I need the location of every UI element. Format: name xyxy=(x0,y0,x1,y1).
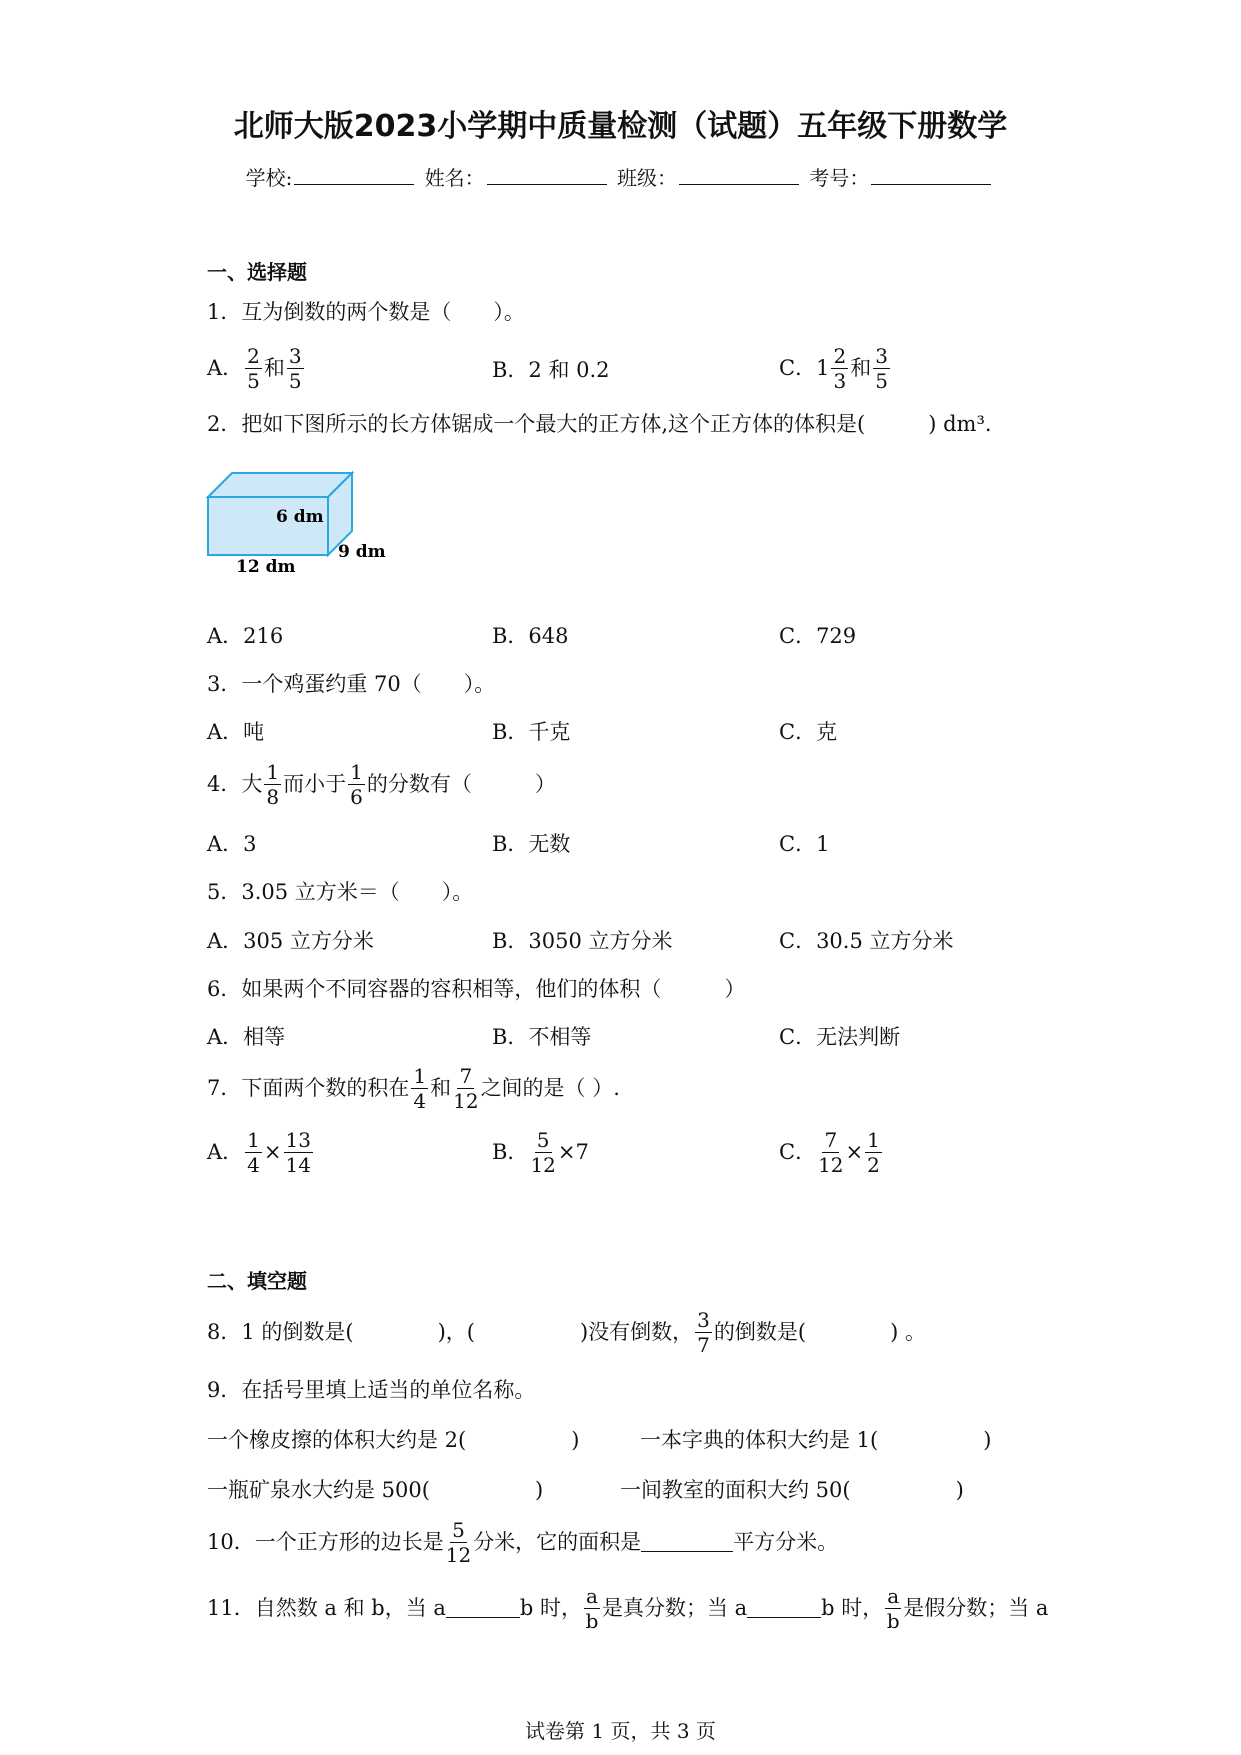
times-seven: ×7 xyxy=(557,1140,589,1164)
stem-text: b 时， xyxy=(519,1596,583,1620)
stem-text: 是假分数；当 a xyxy=(903,1596,1049,1620)
q9-item-dictionary[interactable]: 一本字典的体积大约是 1( ) xyxy=(640,1428,992,1452)
fraction: $\frac{3}{5}$ xyxy=(288,344,302,393)
option-label: C． xyxy=(779,356,817,380)
q9-item-water-bottle[interactable]: 一瓶矿泉水大约是 500( ) xyxy=(207,1478,544,1502)
fraction: $\frac{7}{12}$ xyxy=(453,1064,479,1113)
name-label: 姓名： xyxy=(424,166,485,190)
answer-blank[interactable] xyxy=(446,1599,520,1618)
fraction: $\frac{5}{12}$ xyxy=(530,1128,556,1177)
q2-option-c[interactable]: C．729 xyxy=(779,624,857,648)
stem-text: 的倒数是( ) 。 xyxy=(713,1320,926,1344)
q1-option-a[interactable] xyxy=(207,346,306,391)
fraction: $\frac{7}{12}$ xyxy=(818,1128,844,1177)
stem-text: 分米，它的面积是 xyxy=(473,1530,642,1554)
q5-option-b[interactable]: B．3050 立方分米 xyxy=(492,929,673,953)
class-label: 班级： xyxy=(617,166,678,190)
class-blank[interactable] xyxy=(679,166,799,185)
fraction: $\frac{1}{4}$ xyxy=(413,1064,427,1113)
q6-option-c[interactable]: C．无法判断 xyxy=(779,1025,901,1049)
q5-option-c[interactable]: C．30.5 立方分米 xyxy=(779,929,954,953)
fraction: $\frac{13}{14}$ xyxy=(285,1128,311,1177)
whole-number: 1 xyxy=(816,356,830,380)
q7-option-c[interactable] xyxy=(779,1130,884,1175)
question-9-stem: 9．在括号里填上适当的单位名称。 xyxy=(207,1378,536,1402)
q2-option-a[interactable]: A．216 xyxy=(207,624,284,648)
exam-no-blank[interactable] xyxy=(871,166,991,185)
student-info-line xyxy=(0,166,1241,188)
stem-text: 是真分数；当 a xyxy=(601,1596,748,1620)
question-3-stem: 3．一个鸡蛋约重 70（ ）。 xyxy=(207,672,496,696)
cuboid-figure xyxy=(200,455,400,580)
q3-option-b[interactable]: B．千克 xyxy=(492,720,571,744)
answer-blank[interactable] xyxy=(747,1599,821,1618)
stem-text: 10．一个正方形的边长是 xyxy=(207,1530,444,1554)
fraction: $\frac{1}{4}$ xyxy=(247,1128,260,1177)
question-1-stem: 1．互为倒数的两个数是（ ）。 xyxy=(207,300,525,324)
stem-text: b 时， xyxy=(821,1596,884,1620)
q1-option-b[interactable]: B．2 和 0.2 xyxy=(492,358,610,382)
stem-text: 4．大 xyxy=(207,772,263,796)
stem-text: 之间的是（ ）. xyxy=(480,1076,620,1100)
q4-option-b[interactable]: B．无数 xyxy=(492,832,571,856)
q9-item-classroom[interactable]: 一间教室的面积大约 50( ) xyxy=(620,1478,964,1502)
option-label: A． xyxy=(207,356,244,380)
q4-option-c[interactable]: C．1 xyxy=(779,832,830,856)
page-footer: 试卷第 1 页，共 3 页 xyxy=(525,1719,716,1743)
fraction: $\frac{2}{5}$ xyxy=(247,344,260,393)
width-label: 9 dm xyxy=(338,542,386,562)
times-sign: × xyxy=(845,1140,864,1164)
fraction: $\frac{2}{3}$ xyxy=(833,344,847,393)
exam-no-label: 考号： xyxy=(809,166,870,190)
fraction: $\frac{1}{2}$ xyxy=(867,1128,880,1177)
q6-option-a[interactable]: A．相等 xyxy=(207,1025,286,1049)
q3-option-a[interactable]: A．吨 xyxy=(207,720,265,744)
q7-option-a[interactable] xyxy=(207,1130,315,1175)
q6-option-b[interactable]: B．不相等 xyxy=(492,1025,592,1049)
stem-text: 平方分米。 xyxy=(733,1530,839,1554)
q2-option-b[interactable]: B．648 xyxy=(492,624,569,648)
question-10 xyxy=(207,1520,838,1565)
fraction: $\frac{1}{6}$ xyxy=(350,760,363,809)
question-2-stem: 2．把如下图所示的长方体锯成一个最大的正方体,这个正方体的体积是( ) dm³. xyxy=(207,412,992,436)
stem-text: 和 xyxy=(430,1076,452,1100)
fraction: $\frac{1}{8}$ xyxy=(266,760,280,809)
length-label: 12 dm xyxy=(236,557,296,577)
fraction: $\frac{a}{b}$ xyxy=(886,1584,900,1633)
fraction: $\frac{a}{b}$ xyxy=(585,1584,599,1633)
and-text: 和 xyxy=(263,356,285,380)
school-label: 学校: xyxy=(245,166,293,190)
name-blank[interactable] xyxy=(487,166,607,185)
option-label: B． xyxy=(492,1140,529,1164)
stem-text: 7．下面两个数的积在 xyxy=(207,1076,410,1100)
q9-item-eraser[interactable]: 一个橡皮擦的体积大约是 2( ) xyxy=(207,1428,580,1452)
stem-text: 的分数有（ ） xyxy=(366,772,556,796)
q3-option-c[interactable]: C．克 xyxy=(779,720,838,744)
q4-option-a[interactable]: A．3 xyxy=(207,832,257,856)
question-8 xyxy=(207,1310,926,1355)
question-4-stem xyxy=(207,762,556,807)
page-title: 北师大版2023小学期中质量检测（试题）五年级下册数学 xyxy=(233,109,1008,144)
option-label: C． xyxy=(779,1140,817,1164)
fraction: $\frac{5}{12}$ xyxy=(445,1518,472,1567)
school-blank[interactable] xyxy=(294,166,414,185)
answer-blank[interactable] xyxy=(641,1533,733,1552)
question-7-stem xyxy=(207,1066,620,1111)
fraction: $\frac{3}{7}$ xyxy=(697,1308,710,1357)
q1-option-c[interactable] xyxy=(779,346,892,391)
q7-option-b[interactable] xyxy=(492,1130,589,1175)
fraction: $\frac{3}{5}$ xyxy=(875,344,888,393)
height-label: 6 dm xyxy=(276,507,324,527)
option-label: A． xyxy=(207,1140,244,1164)
section-title-fill: 二、填空题 xyxy=(207,1269,307,1293)
and-text: 和 xyxy=(850,356,872,380)
section-title-choice: 一、选择题 xyxy=(207,260,307,284)
question-6-stem: 6．如果两个不同容器的容积相等，他们的体积（ ） xyxy=(207,977,746,1001)
times-sign: × xyxy=(263,1140,282,1164)
stem-text: 11．自然数 a 和 b，当 a xyxy=(207,1596,446,1620)
question-11 xyxy=(207,1586,1048,1631)
stem-text: 而小于 xyxy=(283,772,347,796)
stem-text: 8．1 的倒数是( )，( )没有倒数， xyxy=(207,1320,694,1344)
q5-option-a[interactable]: A．305 立方分米 xyxy=(207,929,374,953)
question-5-stem: 5．3.05 立方米＝（ ）。 xyxy=(207,880,474,904)
